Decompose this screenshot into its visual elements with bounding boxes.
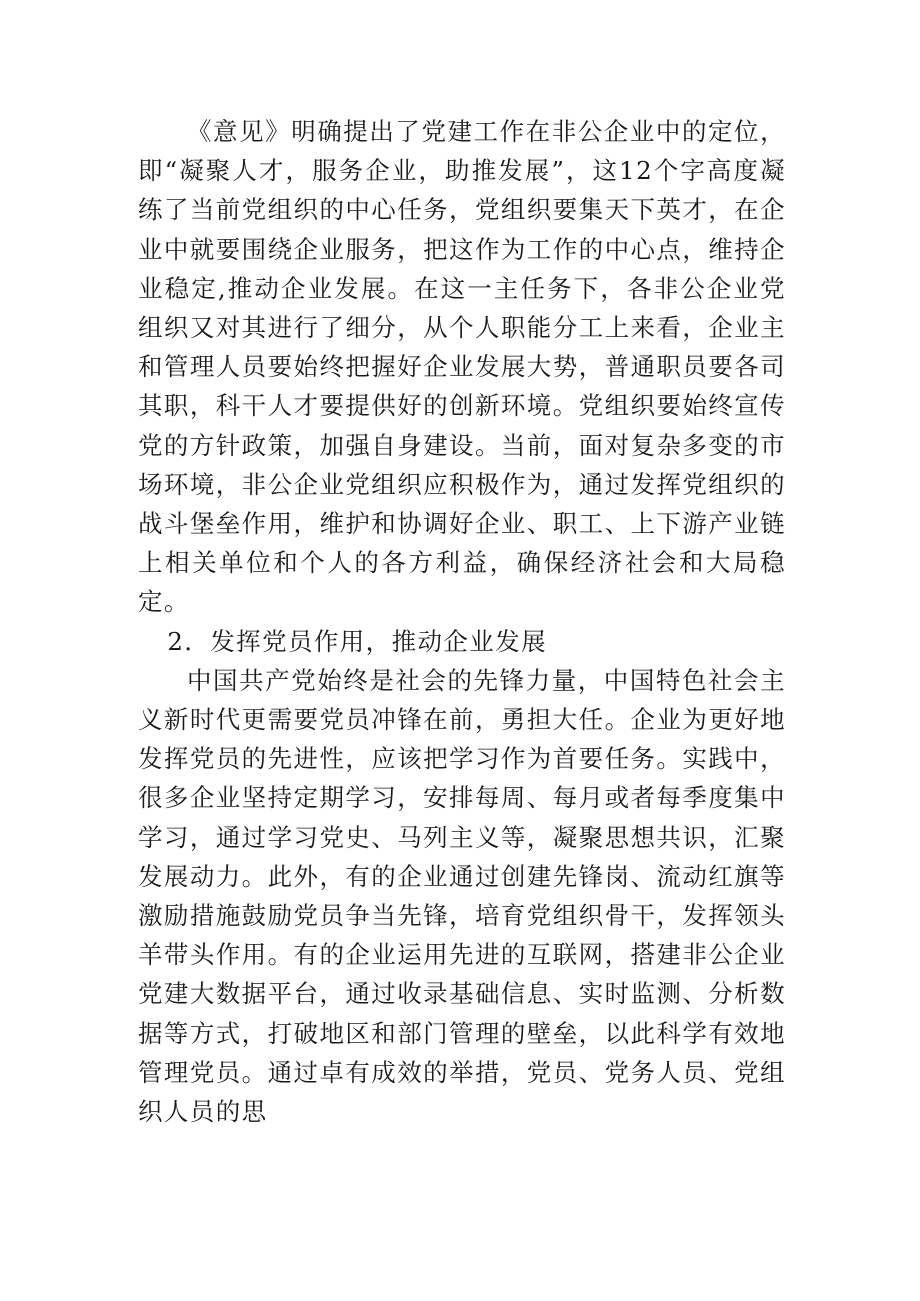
document-body <box>138 112 786 1131</box>
section-heading-2: 2．发挥党员作用，推动企业发展 <box>167 626 547 656</box>
paragraph-positioning: 《意见》明确提出了党建工作在非公企业中的定位，即“凝聚人才，服务企业，助推发展”，这12个字高度凝练了当前党组织的中心任务，党组织要集天下英才，在企业中就要围绕企业服务，把这作为工作的中心点，维持企业稳定,推动企业发展。在这一主任务下，各非公企业党组织又对其进行了细分，从个人职能分工上来看，企业主和管理人员要始终把握好企业发展大势，普通职员要各司其职，科干人才要提供好的创新环境。党组织要始终宣传党的方针政策，加强自身建设。当前，面对复杂多变的市场环境，非公企业党组织应积极作为，通过发挥党组织的战斗堡垒作用，维护和协调好企业、职工、上下游产业链上相关单位和个人的各方利益，确保经济社会和大局稳定。 <box>138 117 786 617</box>
paragraph-party-members: 中国共产党始终是社会的先锋力量，中国特色社会主义新时代更需要党员冲锋在前，勇担大任。企业为更好地发挥党员的先进性，应该把学习作为首要任务。实践中，很多企业坚持定期学习，安排每周、每月或者每季度集中学习，通过学习党史、马列主义等，凝聚思想共识，汇聚发展动力。此外，有的企业通过创建先锋岗、流动红旗等激励措施鼓励党员争当先锋，培育党组织骨干，发挥领头羊带头作用。有的企业运用先进的互联网，搭建非公企业党建大数据平台，通过收录基础信息、实时监测、分析数据等方式，打破地区和部门管理的壁垒，以此科学有效地管理党员。通过卓有成效的举措，党员、党务人员、党组织人员的思 <box>138 665 786 1127</box>
